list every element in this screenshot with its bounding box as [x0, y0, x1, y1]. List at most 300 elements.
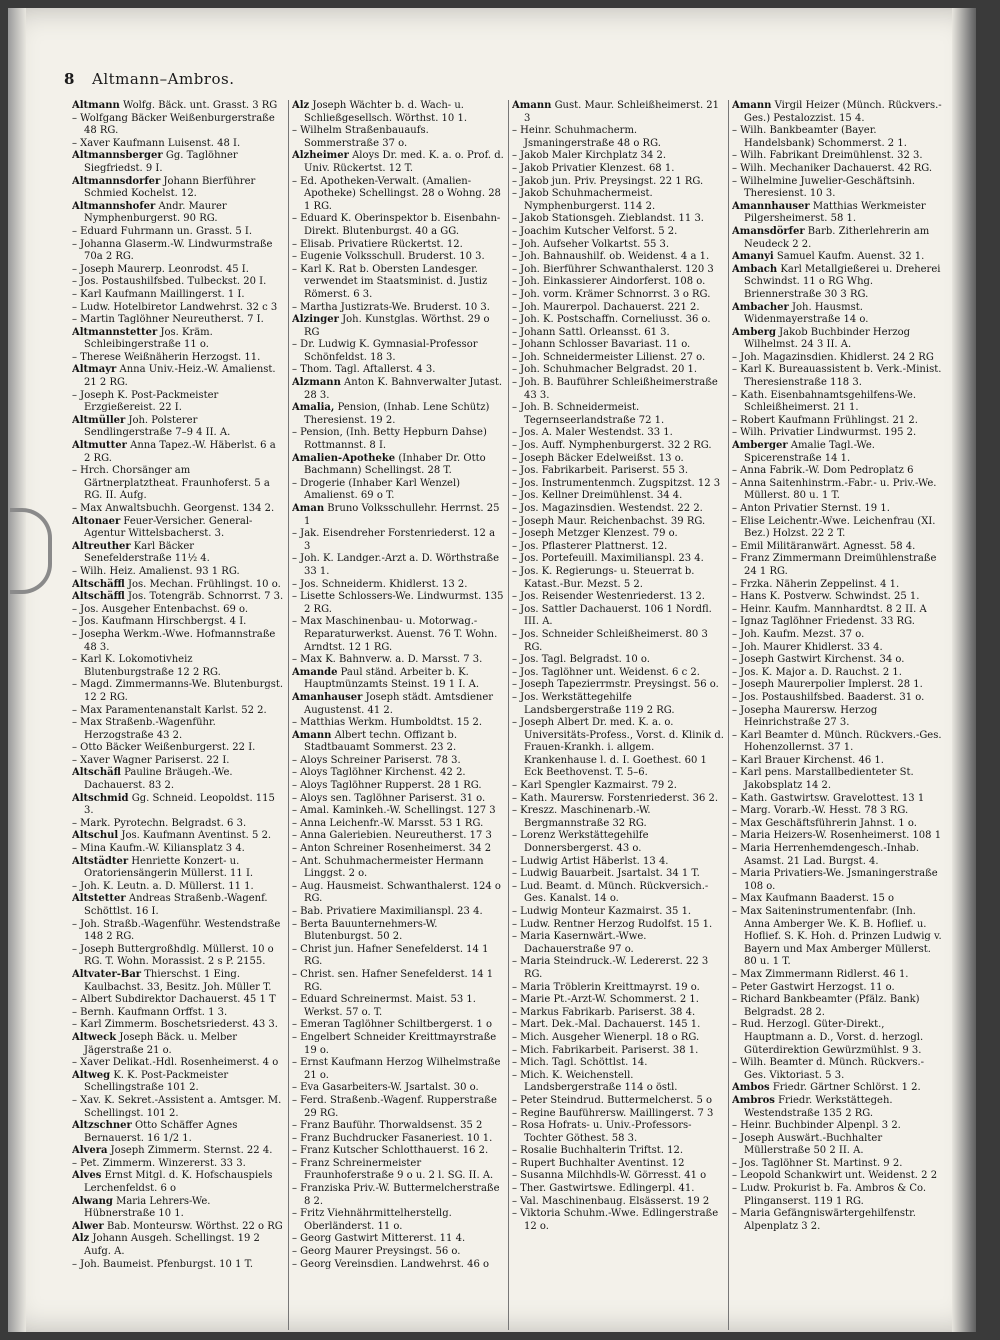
- entry-text: – Peter Gastwirt Herzogst. 11 o.: [732, 981, 895, 993]
- entry-text: – Thom. Tagl. Aftallerst. 4 3.: [292, 364, 436, 376]
- entry-text: – Joseph Maurerpolier Implerst. 28 1.: [732, 679, 923, 691]
- entry-text: – Martha Justizrats-We. Bruderst. 10 3.: [292, 301, 490, 313]
- entry-text: – Joseph Buttergroßhdlg. Müllerst. 10 o RG. T. Wohn. Morassist. 2 s P. 2155.: [72, 943, 274, 968]
- entry-text: – Karl pens. Marstallbedienteter St. Jakobsplatz 14 2.: [732, 767, 914, 792]
- directory-entry: [732, 176, 944, 201]
- entry-text: Maria Lehrers-We. Hübnerstraße 10 1.: [84, 1195, 211, 1220]
- entry-surname: Amande: [292, 666, 338, 678]
- directory-entry: [512, 591, 724, 604]
- directory-entry: [72, 226, 284, 239]
- directory-entry: [72, 856, 284, 881]
- directory-entry: [72, 742, 284, 755]
- entry-text: – Jos. Kaufmann Hirschbergst. 4 I.: [72, 616, 247, 628]
- directory-entry: [732, 390, 944, 415]
- directory-entry: [292, 767, 504, 780]
- directory-entry: [512, 264, 724, 277]
- entry-text: Joh. Kunstglas. Wörthst. 29 o RG: [304, 314, 490, 338]
- directory-entry: [292, 1183, 504, 1208]
- directory-entry: [732, 616, 944, 629]
- running-head: Altmann–Ambros.: [92, 70, 235, 88]
- directory-entry: [732, 642, 944, 655]
- directory-entry: [732, 302, 944, 327]
- directory-entry: [732, 1120, 944, 1133]
- entry-text: – Kath. Eisenbahnamtsgehilfens-We. Schleißheimerst. 21 1.: [732, 389, 916, 414]
- directory-entry: [512, 553, 724, 566]
- entry-text: – Jos. Sattler Dachauerst. 106 1 Nordfl. III. A.: [512, 603, 712, 628]
- entry-text: – Jak. Eisendreher Forstenriederst. 12 a 3: [292, 528, 496, 552]
- entry-text: Wolfg. Bäck. unt. Grasst. 3 RG: [122, 100, 278, 111]
- entry-text: Anton K. Bahnverwalter Jutast. 28 3.: [304, 377, 503, 401]
- entry-text: – Jos. Magazinsdien. Westendst. 22 2.: [512, 503, 703, 514]
- entry-text: – Joh. Maurer Khidlerst. 33 4.: [732, 641, 883, 653]
- directory-entry: [292, 1057, 504, 1082]
- entry-text: – Jos. K. Regierungs- u. Steuerrat b. Katast.-Bur. Mezst. 5 2.: [512, 565, 695, 590]
- directory-entry: [292, 919, 504, 944]
- directory-entry: [732, 1082, 944, 1095]
- directory-entry: [72, 100, 284, 113]
- directory-entry: [512, 1196, 724, 1209]
- directory-entry: [512, 692, 724, 717]
- directory-entry: [72, 616, 284, 629]
- entry-text: – Jakob Schuhmachermeist. Nymphenburgerst. 114 2.: [512, 188, 656, 212]
- directory-entry: [72, 364, 284, 389]
- directory-entry: [292, 591, 504, 616]
- entry-text: – Jakob jun. Priv. Preysingst. 22 1 RG.: [512, 175, 704, 187]
- directory-entry: [512, 994, 724, 1007]
- entry-surname: Alzmann: [292, 377, 341, 389]
- entry-text: – Aug. Hausmeist. Schwanthalerst. 124 o RG.: [292, 880, 501, 905]
- directory-entry: [72, 1057, 284, 1070]
- entry-text: – Rosalie Buchhalterin Triftst. 12.: [512, 1145, 684, 1157]
- entry-text: – Max Maschinenbau- u. Motorwag.-Reparaturwerkst. Auenst. 76 T. Wohn. Arndtst. 12 1 RG.: [292, 616, 498, 653]
- entry-text: – Albert Subdirektor Dachauerst. 45 1 T: [72, 994, 276, 1006]
- entry-text: – Franz Kutscher Schlotthauerst. 16 2.: [292, 1145, 489, 1157]
- entry-text: – Emeran Taglöhner Schiltbergerst. 1 o: [292, 1019, 493, 1031]
- entry-text: – Wilhelmine Juwelier-Geschäftsinh. Theresienst. 10 3.: [732, 175, 916, 200]
- entry-text: – Max K. Bahnverw. a. D. Marsst. 7 3.: [292, 654, 483, 666]
- entry-text: – Jakob Maler Kirchplatz 34 2.: [512, 150, 667, 162]
- entry-text: – Fritz Viehnährmittelherstellg. Oberländerst. 11 o.: [292, 1208, 452, 1232]
- entry-text: Samuel Kaufm. Auenst. 32 1.: [776, 251, 925, 263]
- entry-text: Jos. Totengräb. Schnorrst. 7 3.: [128, 591, 284, 603]
- entry-text: – Franz Bauführ. Thorwaldsenst. 35 2: [292, 1120, 483, 1132]
- entry-text: – Jos. A. Maler Westendst. 33 1.: [512, 427, 673, 439]
- directory-entry: [292, 453, 504, 478]
- entry-surname: Alves: [72, 1170, 102, 1182]
- directory-entry: [732, 251, 944, 264]
- entry-text: Gust. Maur. Schleißheimerst. 21 3: [524, 100, 720, 124]
- directory-entry: [292, 528, 504, 553]
- entry-text: Anna Univ.-Heiz.-W. Amalienst. 21 2 RG.: [84, 364, 276, 389]
- entry-text: Aloys Dr. med. K. a. o. Prof. d. Univ. Rückertst. 12 T.: [304, 150, 504, 174]
- entry-surname: Altschäffl: [72, 591, 125, 603]
- directory-entry: [512, 402, 724, 427]
- directory-entry: [72, 944, 284, 969]
- entry-text: – Maria Steindruck.-W. Ledererst. 22 3 RG.: [512, 956, 709, 980]
- column-divider: [508, 100, 509, 1330]
- directory-entry: [732, 705, 944, 730]
- directory-entry: [512, 352, 724, 365]
- entry-text: – Kreszz. Maschinenarb.-W. Bergmannstraße 32 RG.: [512, 805, 651, 829]
- directory-entry: [732, 352, 944, 365]
- entry-surname: Altmannstetter: [72, 326, 158, 338]
- directory-entry: [732, 679, 944, 692]
- entry-text: – Joseph Bäcker Edelweißst. 13 o.: [512, 452, 684, 464]
- entry-text: – Karl K. Bureauassistent b. Verk.-Minist. Theresienstraße 118 3.: [732, 364, 942, 389]
- entry-text: – Max Straßenb.-Wagenführ. Herzogstraße 43 2.: [72, 717, 216, 741]
- directory-entry: [732, 629, 944, 642]
- directory-entry: [512, 465, 724, 478]
- directory-entry: [732, 1019, 944, 1057]
- entry-text: Thierschst. 1 Eing. Kaulbachst. 33, Besitz. Joh. Müller T.: [84, 968, 272, 993]
- entry-surname: Altschmid: [72, 792, 129, 804]
- directory-entry: [292, 944, 504, 969]
- directory-entry: [72, 893, 284, 918]
- entry-text: – Joseph Auswärt.-Buchhalter Müllerstraße 50 2 II. A.: [732, 1132, 883, 1157]
- entry-text: – Elisab. Privatiere Rückertst. 12.: [292, 238, 463, 250]
- directory-entry: [732, 767, 944, 792]
- entry-text: – Joseph K. Post-Packmeister Erzgießereist. 22 I.: [72, 389, 219, 414]
- directory-entry: [512, 566, 724, 591]
- directory-entry: [72, 1007, 284, 1020]
- directory-entry: [512, 780, 724, 793]
- directory-entry: [292, 1133, 504, 1146]
- directory-entry: [732, 1170, 944, 1183]
- directory-entry: [512, 919, 724, 932]
- entry-text: – Joh. B. Schneidermeist. Tegernseerlandstraße 72 1.: [512, 402, 665, 426]
- entry-surname: Alwang: [72, 1195, 113, 1207]
- directory-entry: [72, 1259, 284, 1272]
- entry-text: – Eduard Schreinermst. Maist. 53 1. Werkst. 57 o. T.: [292, 994, 476, 1018]
- entry-text: – Ludw. Hotelbiretor Landwehrst. 32 c 3: [72, 301, 278, 313]
- page-header: [64, 70, 944, 92]
- entry-text: Otto Schäffer Agnes Bernauerst. 16 1/2 1.: [84, 1120, 238, 1144]
- directory-entry: [292, 856, 504, 881]
- entry-text: Bab. Monteursw. Wörthst. 22 o RG: [106, 1220, 283, 1232]
- entry-text: – Ferd. Straßenb.-Wagenf. Rupperstraße 29 RG.: [292, 1094, 497, 1119]
- column-divider: [728, 100, 729, 1330]
- directory-entry: [512, 176, 724, 189]
- entry-text: – Mart. Dek.-Mal. Dachauerst. 145 1.: [512, 1019, 701, 1031]
- directory-entry: [292, 616, 504, 654]
- directory-entry: [512, 125, 724, 150]
- entry-surname: Amanyi: [732, 251, 774, 263]
- entry-text: – Kath. Maurersw. Forstenriederst. 36 2.: [512, 792, 719, 804]
- entry-text: – Matthias Werkm. Humboldtst. 15 2.: [292, 717, 483, 729]
- entry-surname: Altonaer: [72, 515, 121, 527]
- entry-text: Matthias Werkmeister Pilgersheimerst. 58 1.: [744, 200, 926, 225]
- directory-entry: [292, 427, 504, 452]
- directory-entry: [72, 176, 284, 201]
- entry-text: – Jos. Instrumentenmch. Zugspitzst. 12 3: [512, 477, 721, 489]
- entry-text: – Jos. Schneider Schleißheimerst. 80 3 RG.: [512, 628, 708, 653]
- entry-text: – Maria Privatiers-We. Jsmaningerstraße 108 o.: [732, 868, 938, 892]
- entry-text: Gg. Schneid. Leopoldst. 115 3.: [84, 792, 275, 817]
- entry-text: – Rupert Buchhalter Aventinst. 12: [512, 1157, 685, 1169]
- entry-text: – Joh. B. Bauführer Schleißheimerstraße 43 3.: [512, 377, 718, 401]
- entry-text: – Joh. Einkassierer Aindorferst. 108 o.: [512, 276, 706, 288]
- entry-text: – Jos. K. Major a. D. Rauchst. 2 1.: [732, 666, 902, 678]
- entry-text: K. K. Post-Packmeister Schellingstraße 101 2.: [84, 1069, 229, 1094]
- entry-text: – Ludwig Artist Häberlst. 13 4.: [512, 855, 669, 867]
- directory-entry: [72, 314, 284, 327]
- directory-entry: [732, 843, 944, 868]
- entry-text: Joh. Hausmst. Widenmayerstraße 14 o.: [744, 301, 869, 326]
- directory-entry: [732, 793, 944, 806]
- entry-text: Bruno Volksschullehr. Herrnst. 25 1: [304, 503, 500, 527]
- directory-entry: [512, 427, 724, 440]
- entry-text: – Jakob Stationsgeh. Zieblandst. 11 3.: [512, 213, 704, 225]
- directory-entry: [72, 843, 284, 856]
- directory-entry: [732, 427, 944, 440]
- directory-entry: [72, 1070, 284, 1095]
- entry-text: – Josepha Maurersw. Herzog Heinrichstraße 27 3.: [732, 704, 878, 729]
- entry-text: – Wolfgang Bäcker Weißenburgerstraße 48 RG.: [72, 112, 275, 137]
- directory-entry: [512, 881, 724, 906]
- directory-entry: [72, 503, 284, 516]
- directory-entry: [512, 100, 724, 125]
- entry-text: – Max Anwaltsbuchh. Georgenst. 134 2.: [72, 503, 275, 514]
- directory-entry: [292, 176, 504, 214]
- directory-entry: [292, 1082, 504, 1095]
- directory-entry: [292, 125, 504, 150]
- entry-surname: Altmutter: [72, 440, 127, 452]
- entry-text: – Jos. Schneiderm. Khidlerst. 13 2.: [292, 578, 468, 590]
- directory-entry: [292, 1095, 504, 1120]
- entry-text: – Xaver Kaufmann Luisenst. 48 I.: [72, 137, 241, 149]
- directory-entry: [292, 402, 504, 427]
- entry-text: – Ignaz Taglöhner Friedenst. 33 RG.: [732, 616, 915, 628]
- directory-entry: [732, 465, 944, 478]
- entry-text: – Joh. Schneidermeister Lilienst. 27 o.: [512, 351, 706, 363]
- entry-surname: Amannhauser: [732, 200, 810, 212]
- entry-text: – Karl Spengler Kazmairst. 79 2.: [512, 780, 677, 792]
- entry-text: – Rud. Herzogl. Güter-Direkt., Hauptmann a. D., Vorst. d. herzogl. Güterdirektion Gewürzmühlst. 9 3.: [732, 1019, 924, 1056]
- directory-entry: [512, 516, 724, 529]
- entry-text: Virgil Heizer (Münch. Rückvers.-Ges.) Pestalozzist. 15 4.: [744, 100, 942, 124]
- entry-text: – Marg. Vorarb.-W. Hesst. 78 3 RG.: [732, 805, 909, 817]
- directory-entry: [512, 805, 724, 830]
- entry-text: – Maria Gefängniswärtergehilfenstr. Alpenplatz 3 2.: [732, 1208, 916, 1232]
- entry-text: – Marie Pt.-Arzt-W. Schommerst. 2 1.: [512, 994, 699, 1006]
- directory-entry: [292, 150, 504, 175]
- directory-entry: [512, 956, 724, 981]
- directory-entry: [292, 692, 504, 717]
- entry-text: – Berta Bauunternehmers-W. Blutenburgst. 50 2.: [292, 918, 438, 943]
- entry-surname: Aman: [292, 503, 325, 514]
- entry-text: Anna Tapez.-W. Häberlst. 6 a 2 RG.: [84, 440, 276, 464]
- entry-text: – Eva Gasarbeiters-W. Jsartalst. 30 o.: [292, 1082, 479, 1094]
- entry-text: (Inhaber Dr. Otto Bachmann) Schellingst. 28 T.: [304, 452, 486, 477]
- directory-entry: [512, 251, 724, 264]
- directory-entry: [732, 264, 944, 302]
- entry-surname: Alzheimer: [292, 150, 349, 162]
- entry-surname: Alz: [72, 1233, 90, 1245]
- entry-text: – Hans K. Postverw. Schwindst. 25 1.: [732, 591, 920, 603]
- directory-entry: [292, 755, 504, 768]
- entry-text: – Joh. K. Postschaffn. Corneliusst. 36 o.: [512, 314, 711, 326]
- entry-text: – Wilh. Mechaniker Dachauerst. 42 RG.: [732, 162, 933, 174]
- directory-entry: [512, 868, 724, 881]
- entry-text: Jakob Buchbinder Herzog Wilhelmst. 24 3 II. A.: [744, 326, 911, 351]
- directory-entry: [732, 969, 944, 982]
- directory-entry: [292, 730, 504, 755]
- entry-text: Jos. Kräm. Schleibingerstraße 11 o.: [84, 326, 213, 351]
- directory-entry: [732, 830, 944, 843]
- entry-text: – Pension, (Inh. Betty Hepburn Dahse) Rottmannst. 8 I.: [292, 427, 487, 452]
- directory-entry: [512, 629, 724, 654]
- entry-text: – Xaver Wagner Pariserst. 22 I.: [72, 754, 230, 766]
- entry-text: Albert techn. Offizant b. Stadtbauamt Sommerst. 23 2.: [304, 729, 458, 754]
- entry-text: – Franz Zimmermann Dreimühlenstraße 24 1 RG.: [732, 553, 937, 577]
- directory-entry: [72, 239, 284, 264]
- entry-text: – Engelbert Schneider Kreittmayrstraße 19 o.: [292, 1031, 497, 1056]
- directory-entry: [292, 793, 504, 806]
- directory-entry: [732, 440, 944, 465]
- entry-text: – Franziska Priv.-W. Buttermelcherstraße 8 2.: [292, 1183, 500, 1207]
- directory-entry: [732, 1057, 944, 1082]
- directory-entry: [512, 1158, 724, 1171]
- directory-entry: [732, 150, 944, 163]
- directory-entry: [292, 805, 504, 818]
- directory-entry: [292, 906, 504, 919]
- entry-text: – Joh. Maurerpol. Dachauerst. 221 2.: [512, 301, 700, 313]
- directory-entry: [72, 1196, 284, 1221]
- directory-entry: [512, 302, 724, 315]
- entry-text: – Joseph Gastwirt Kirchenst. 34 o.: [732, 654, 905, 666]
- directory-entry: [512, 931, 724, 956]
- directory-entry: [512, 1095, 724, 1108]
- directory-entry: [72, 679, 284, 704]
- directory-entry: [732, 516, 944, 541]
- directory-entry: [72, 793, 284, 818]
- directory-entry: [512, 1045, 724, 1058]
- entry-text: – Georg Gastwirt Mittererst. 11 4.: [292, 1233, 466, 1245]
- directory-entry: [292, 1208, 504, 1233]
- entry-text: – Karl K. Rat b. Obersten Landesger. verwendet im Staatsminist. d. Justiz Römerst. 6 3.: [292, 263, 488, 300]
- directory-entry: [72, 138, 284, 151]
- entry-text: – Elise Leichentr.-Wwe. Leichenfrau (XI. Bez.) Holzst. 22 2 T.: [732, 515, 936, 540]
- directory-entry: [512, 364, 724, 377]
- entry-surname: Alz: [292, 100, 310, 111]
- directory-entry: [512, 1208, 724, 1233]
- entry-text: – Karl Beamter d. Münch. Rückvers.-Ges. Hohenzollernst. 37 1.: [732, 729, 942, 754]
- directory-entry: [732, 201, 944, 226]
- directory-entry: [72, 289, 284, 302]
- entry-text: Karl Bäcker Senefelderstraße 11½ 4.: [84, 540, 210, 565]
- entry-surname: Altmannsberger: [72, 150, 163, 162]
- directory-entry: [292, 302, 504, 315]
- entry-text: Joh. Polsterer Sendlingerstraße 7–9 4 II. A.: [84, 414, 231, 439]
- entry-text: Friedr. Werkstättegeh. Westendstraße 135 2 RG.: [744, 1094, 893, 1119]
- entry-text: – Joh. Aufseher Volkartst. 55 3.: [512, 238, 670, 250]
- directory-entry: [732, 553, 944, 578]
- directory-entry: [512, 314, 724, 327]
- directory-entry: [732, 818, 944, 831]
- entry-surname: Amann: [512, 100, 552, 111]
- directory-entry: [292, 994, 504, 1019]
- directory-entry: [732, 415, 944, 428]
- directory-entry: [512, 327, 724, 340]
- directory-entry: [292, 1158, 504, 1183]
- page-number: 8: [64, 70, 75, 88]
- entry-text: Amalie Tagl.-We. Spicerenstraße 14 1.: [744, 440, 875, 464]
- entry-text: – Peter Steindrud. Buttermelcherst. 5 o: [512, 1094, 713, 1106]
- directory-columns: [72, 100, 952, 1330]
- entry-text: – Joseph Maur. Reichenbachst. 39 RG.: [512, 515, 706, 527]
- directory-entry: [292, 881, 504, 906]
- entry-text: – Joh. Schuhmacher Belgradst. 20 1.: [512, 364, 698, 376]
- directory-column-3: [512, 100, 724, 1330]
- directory-entry: [72, 264, 284, 277]
- entry-surname: Amberg: [732, 326, 776, 338]
- entry-text: – Max Zimmermann Ridlerst. 46 1.: [732, 968, 909, 980]
- directory-entry: [512, 541, 724, 554]
- entry-surname: Altschäffl: [72, 578, 125, 590]
- directory-entry: [72, 1019, 284, 1032]
- entry-text: – Max Geschäftsführerin Jahnst. 1 o.: [732, 817, 917, 829]
- entry-text: – Aloys Schreiner Pariserst. 78 3.: [292, 754, 461, 766]
- directory-entry: [292, 780, 504, 793]
- directory-entry: [72, 566, 284, 579]
- directory-entry: [512, 982, 724, 995]
- entry-text: – Anton Schreiner Rosenheimerst. 34 2: [292, 843, 492, 855]
- directory-entry: [732, 100, 944, 125]
- directory-entry: [292, 818, 504, 831]
- directory-entry: [732, 1095, 944, 1120]
- directory-entry: [72, 1221, 284, 1234]
- directory-column-4: [732, 100, 944, 1330]
- directory-entry: [72, 604, 284, 617]
- entry-text: Pension, (Inhab. Lene Schütz) Theresienst. 19 2.: [304, 402, 490, 426]
- entry-text: – Emil Militäranwärt. Agnesst. 58 4.: [732, 540, 916, 552]
- directory-entry: [72, 881, 284, 894]
- directory-entry: [72, 352, 284, 365]
- directory-entry: [512, 377, 724, 402]
- directory-entry: [72, 302, 284, 315]
- directory-entry: [512, 528, 724, 541]
- entry-text: – Jos. Ausgeher Entenbachst. 69 o.: [72, 603, 249, 615]
- entry-text: – Wilh. Fabrikant Dreimühlenst. 32 3.: [732, 150, 923, 162]
- entry-text: – Lisette Schlossers-We. Lindwurmst. 135 2 RG.: [292, 591, 504, 615]
- directory-entry: [732, 364, 944, 389]
- entry-text: – Ed. Apotheken-Verwalt. (Amalien-Apotheke) Schellingst. 28 o Wohng. 28 1 RG.: [292, 175, 501, 212]
- entry-text: – Mich. Fabrikarbeit. Pariserst. 38 1.: [512, 1044, 699, 1056]
- entry-text: – Markus Fabrikarb. Pariserst. 38 4.: [512, 1006, 696, 1018]
- page-edge-shadow: [952, 8, 976, 1332]
- directory-entry: [512, 906, 724, 919]
- directory-entry: [512, 717, 724, 780]
- directory-entry: [292, 251, 504, 264]
- directory-entry: [512, 1108, 724, 1121]
- directory-entry: [732, 327, 944, 352]
- entry-text: Jos. Mechan. Frühlingst. 10 o.: [128, 578, 281, 590]
- entry-surname: Altmüller: [72, 414, 126, 426]
- directory-entry: [292, 1120, 504, 1133]
- entry-text: Johann Ausgeh. Schellingst. 19 2 Aufg. A.: [84, 1233, 260, 1258]
- entry-text: Friedr. Gärtner Schlörst. 1 2.: [772, 1082, 921, 1094]
- entry-surname: Altreuther: [72, 540, 131, 552]
- entry-text: – Joh. vorm. Krämer Schnorrst. 3 o RG.: [512, 288, 711, 300]
- entry-text: – Mich. K. Weichenstell. Landsbergerstraße 114 o östl.: [512, 1069, 678, 1094]
- entry-text: – Mich. Ausgeher Wienerpl. 18 o RG.: [512, 1031, 700, 1043]
- directory-entry: [512, 453, 724, 466]
- directory-entry: [512, 1120, 724, 1145]
- entry-surname: Amalien-Apotheke: [292, 452, 396, 464]
- directory-entry: [72, 629, 284, 654]
- entry-surname: Altmayr: [72, 364, 117, 376]
- directory-entry: [292, 264, 504, 302]
